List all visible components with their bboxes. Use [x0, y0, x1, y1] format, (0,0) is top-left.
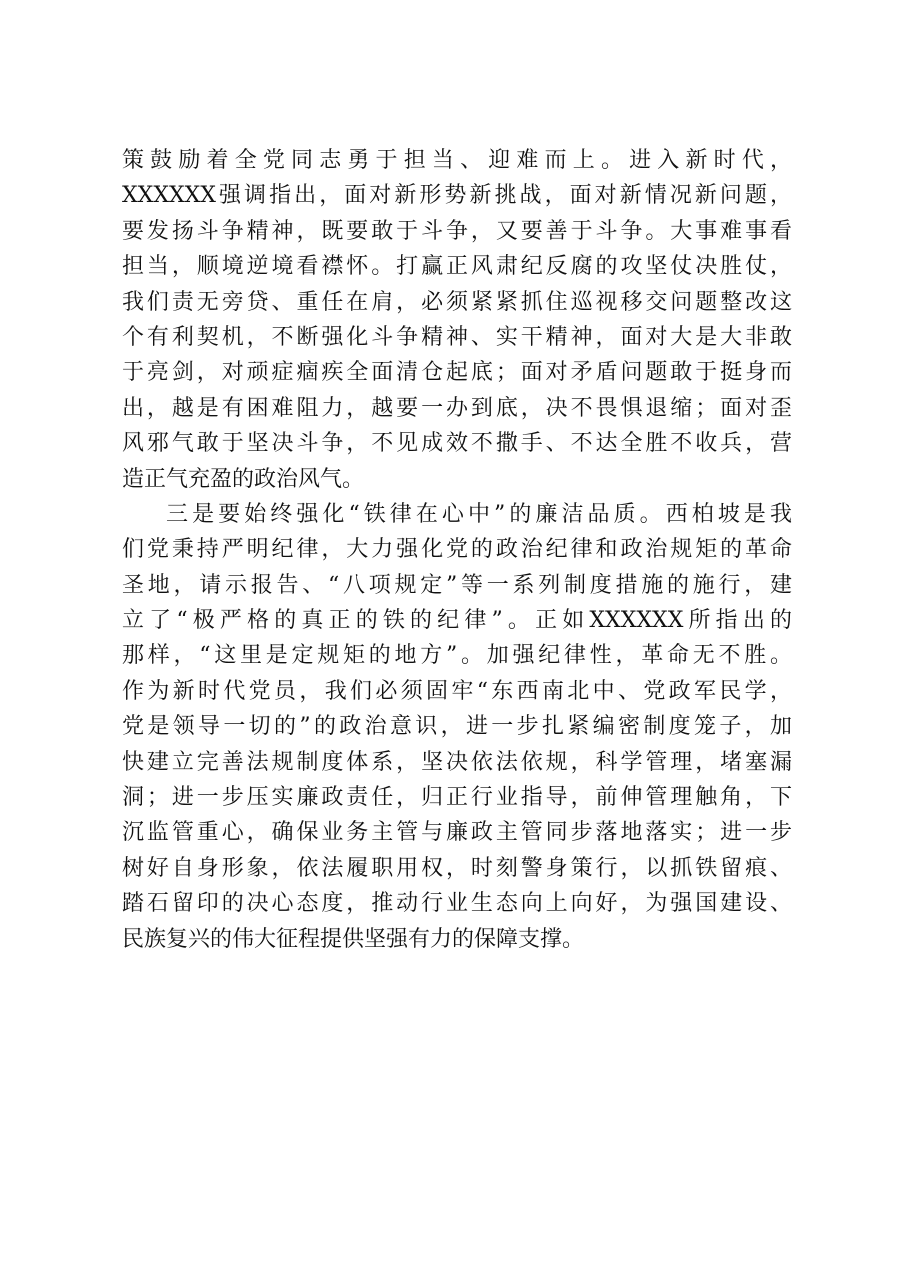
- text-line-4: 担当，顺境逆境看襟怀。打赢正风肃纪反腐的攻坚仗决胜仗，: [122, 254, 792, 280]
- text-line-12: 们党秉持严明纪律，大力强化党的政治纪律和政治规矩的革命: [122, 537, 792, 563]
- text-line-16: 作为新时代党员，我们必须固牢“东西南北中、党政军民学，: [122, 678, 792, 704]
- text-line-14: 立了“极严格的真正的铁的纪律”。正如XXXXXX所指出的: [122, 608, 792, 634]
- text-line-7: 于亮剑，对顽症痼疾全面清仓起底；面对矛盾问题敢于挺身而: [122, 360, 792, 386]
- text-line-21: 树好自身形象，依法履职用权，时刻警身策行，以抓铁留痕、: [122, 855, 792, 881]
- text-line-5: 我们责无旁贷、重任在肩，必须紧紧抓住巡视移交问题整改这: [122, 289, 792, 315]
- text-line-6: 个有利契机，不断强化斗争精神、实干精神，面对大是大非敢: [122, 324, 792, 350]
- text-line-8: 出，越是有困难阻力，越要一办到底，决不畏惧退缩；面对歪: [122, 395, 792, 421]
- text-line-3: 要发扬斗争精神，既要敢于斗争，又要善于斗争。大事难事看: [122, 218, 792, 244]
- text-line-13: 圣地，请示报告、“八项规定”等一系列制度措施的施行，建: [122, 572, 792, 598]
- text-line-1: 策鼓励着全党同志勇于担当、迎难而上。进入新时代，: [122, 148, 792, 173]
- text-line-22: 踏石留印的决心态度，推动行业生态向上向好，为强国建设、: [122, 891, 792, 917]
- text-line-10: 造正气充盈的政治风气。: [122, 466, 365, 492]
- text-line-20: 沉监管重心，确保业务主管与廉政主管同步落地落实；进一步: [122, 820, 792, 846]
- text-line-17: 党是领导一切的”的政治意识，进一步扎紧编密制度笼子，加: [122, 714, 792, 740]
- text-line-11: 三是要始终强化“铁律在心中”的廉洁品质。西柏坡是我: [166, 501, 792, 527]
- text-line-19: 洞；进一步压实廉政责任，归正行业指导，前伸管理触角，下: [122, 785, 792, 811]
- text-line-9: 风邪气敢于坚决斗争，不见成效不撒手、不达全胜不收兵，营: [122, 431, 792, 457]
- text-line-23: 民族复兴的伟大征程提供坚强有力的保障支撑。: [122, 926, 585, 952]
- text-line-15: 那样，“这里是定规矩的地方”。加强纪律性，革命无不胜。: [122, 643, 792, 669]
- body-text: [122, 143, 792, 957]
- text-line-2: XXXXXX强调指出，面对新形势新挑战，面对新情况新问题，: [122, 183, 792, 209]
- text-line-18: 快建立完善法规制度体系，坚决依法依规，科学管理，堵塞漏: [122, 749, 792, 775]
